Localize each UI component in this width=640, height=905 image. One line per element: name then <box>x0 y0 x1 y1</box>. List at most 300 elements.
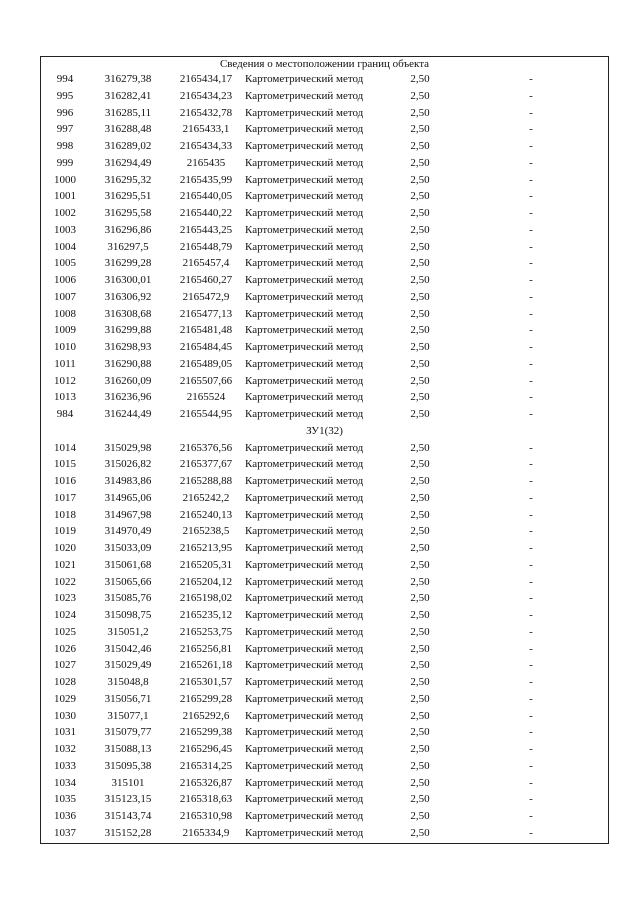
accuracy-cell: 2,50 <box>410 659 430 672</box>
method-cell: Картометрический метод <box>245 575 364 588</box>
table-row <box>41 356 608 373</box>
coord-x-cell: 316290,88 <box>104 357 152 370</box>
description-cell: - <box>529 826 533 839</box>
description-cell: - <box>529 290 533 303</box>
method-cell: Картометрический метод <box>245 156 364 169</box>
accuracy-cell: 2,50 <box>410 609 430 621</box>
coord-x-cell: 315095,38 <box>104 759 152 772</box>
accuracy-cell: 2,50 <box>410 357 430 370</box>
point-number-cell: 1001 <box>54 190 76 203</box>
accuracy-cell: 2,50 <box>410 374 430 387</box>
accuracy-cell: 2,50 <box>410 709 430 722</box>
coord-y-cell: 2165524 <box>186 391 226 404</box>
coord-y-cell: 2165292,6 <box>182 709 230 722</box>
point-number-cell: 1021 <box>54 558 76 571</box>
coord-y-cell: 2165314,25 <box>179 759 233 772</box>
method-cell: Картометрический метод <box>245 592 364 605</box>
accuracy-cell: 2,50 <box>410 491 430 504</box>
point-number-cell: 984 <box>56 408 74 420</box>
coord-x-cell: 315088,13 <box>104 743 152 755</box>
table-row <box>41 507 608 524</box>
description-cell: - <box>529 625 533 638</box>
description-cell: - <box>529 575 533 588</box>
table-row <box>41 155 608 172</box>
method-cell: Картометрический метод <box>245 475 364 487</box>
table-row <box>41 808 608 825</box>
table-row <box>41 624 608 641</box>
point-number-cell: 1006 <box>54 274 76 286</box>
accuracy-cell: 2,50 <box>410 257 430 270</box>
accuracy-cell: 2,50 <box>410 458 430 471</box>
method-cell: Картометрический метод <box>245 743 364 755</box>
description-cell: - <box>529 692 533 705</box>
coord-y-cell: 2165433,1 <box>182 123 230 136</box>
coord-x-cell: 315042,46 <box>104 642 152 655</box>
accuracy-cell: 2,50 <box>410 810 430 822</box>
method-cell: Картометрический метод <box>245 123 364 136</box>
table-row <box>41 105 608 122</box>
table-row <box>41 490 608 507</box>
table-body <box>41 71 608 842</box>
coord-y-cell: 2165301,57 <box>179 676 233 688</box>
point-number-cell: 1013 <box>54 391 76 404</box>
point-number-cell: 1033 <box>54 759 76 772</box>
coord-y-cell: 2165296,45 <box>179 743 233 755</box>
coord-y-cell: 2165377,67 <box>179 458 233 471</box>
description-cell: - <box>529 89 533 102</box>
method-cell: Картометрический метод <box>245 106 364 119</box>
table-row <box>41 791 608 808</box>
method-cell: Картометрический метод <box>245 776 364 789</box>
coord-y-cell: 2165435 <box>186 156 226 169</box>
method-cell: Картометрический метод <box>245 642 364 655</box>
coord-y-cell: 2165481,48 <box>179 324 233 337</box>
method-cell: Картометрический метод <box>245 759 364 772</box>
point-number-cell: 1020 <box>54 542 76 554</box>
table-row <box>41 456 608 473</box>
coord-y-cell: 2165299,38 <box>179 726 233 739</box>
coord-x-cell: 314965,06 <box>104 491 152 504</box>
point-number-cell: 1023 <box>54 592 76 605</box>
coord-x-cell: 315143,74 <box>104 810 152 822</box>
method-cell: Картометрический метод <box>245 793 364 806</box>
coord-x-cell: 316296,86 <box>104 223 152 236</box>
coord-y-cell: 2165299,28 <box>179 692 233 705</box>
coord-y-cell: 2165318,63 <box>179 793 233 806</box>
table-row <box>41 691 608 708</box>
description-cell: - <box>529 659 533 672</box>
coord-x-cell: 314970,49 <box>104 525 152 538</box>
description-cell: - <box>529 776 533 789</box>
point-number-cell: 1011 <box>54 357 76 370</box>
accuracy-cell: 2,50 <box>410 106 430 119</box>
coord-x-cell: 315079,77 <box>104 726 152 739</box>
point-number-cell: 1036 <box>54 810 76 822</box>
coord-x-cell: 315065,66 <box>104 575 152 588</box>
coord-x-cell: 316295,51 <box>104 190 152 203</box>
accuracy-cell: 2,50 <box>410 441 430 454</box>
accuracy-cell: 2,50 <box>410 190 430 203</box>
description-cell: - <box>529 743 533 755</box>
table-row <box>41 373 608 390</box>
table-row <box>41 172 608 189</box>
point-number-cell: 1017 <box>54 491 76 504</box>
coord-x-cell: 315048,8 <box>107 676 149 688</box>
table-row <box>41 272 608 289</box>
table-row <box>41 188 608 205</box>
method-cell: Картометрический метод <box>245 542 364 554</box>
description-cell: - <box>529 609 533 621</box>
method-cell: Картометрический метод <box>245 558 364 571</box>
coord-x-cell: 315098,75 <box>104 609 152 621</box>
coord-x-cell: 315085,76 <box>104 592 152 605</box>
table-row <box>41 255 608 272</box>
coord-x-cell: 315061,68 <box>104 558 152 571</box>
table-row <box>41 708 608 725</box>
description-cell: - <box>529 173 533 186</box>
accuracy-cell: 2,50 <box>410 156 430 169</box>
point-number-cell: 1018 <box>54 508 76 521</box>
method-cell: Картометрический метод <box>245 173 364 186</box>
point-number-cell: 998 <box>56 140 74 152</box>
description-cell: - <box>529 810 533 822</box>
method-cell: Картометрический метод <box>245 357 364 370</box>
table-row <box>41 440 608 457</box>
description-cell: - <box>529 223 533 236</box>
method-cell: Картометрический метод <box>245 692 364 705</box>
point-number-cell: 1016 <box>54 475 76 487</box>
table-row <box>41 239 608 256</box>
point-number-cell: 1027 <box>54 659 76 672</box>
coord-y-cell: 2165376,56 <box>179 441 233 454</box>
description-cell: - <box>529 357 533 370</box>
table-row <box>41 724 608 741</box>
point-number-cell: 1028 <box>54 676 76 688</box>
table-row <box>41 590 608 607</box>
method-cell: Картометрический метод <box>245 458 364 471</box>
point-number-cell: 1012 <box>54 374 76 387</box>
point-number-cell: 1037 <box>54 826 76 839</box>
method-cell: Картометрический метод <box>245 89 364 102</box>
point-number-cell: 1030 <box>54 709 76 722</box>
table-row <box>41 71 608 88</box>
point-number-cell: 994 <box>56 73 74 85</box>
point-number-cell: 1019 <box>54 525 76 538</box>
method-cell: Картометрический метод <box>245 290 364 303</box>
coord-y-cell: 2165261,18 <box>179 659 233 672</box>
method-cell: Картометрический метод <box>245 374 364 387</box>
table-row <box>41 389 608 406</box>
description-cell: - <box>529 441 533 454</box>
description-cell: - <box>529 508 533 521</box>
description-cell: - <box>529 475 533 487</box>
coord-x-cell: 316288,48 <box>104 123 152 136</box>
point-number-cell: 996 <box>56 106 74 119</box>
description-cell: - <box>529 592 533 605</box>
method-cell: Картометрический метод <box>245 491 364 504</box>
point-number-cell: 1026 <box>54 642 76 655</box>
description-cell: - <box>529 709 533 722</box>
point-number-cell: 1000 <box>54 173 76 186</box>
page-title: Сведения о местоположении границ объекта <box>219 58 430 70</box>
coord-x-cell: 315029,98 <box>104 441 152 454</box>
method-cell: Картометрический метод <box>245 307 364 320</box>
coord-y-cell: 2165507,66 <box>179 374 233 387</box>
coord-x-cell: 315101 <box>111 776 145 789</box>
coord-y-cell: 2165544,95 <box>179 408 233 420</box>
point-number-cell: 1009 <box>54 324 76 337</box>
coord-y-cell: 2165242,2 <box>182 491 230 504</box>
description-cell: - <box>529 257 533 270</box>
coord-y-cell: 2165434,33 <box>179 140 233 152</box>
coord-y-cell: 2165434,23 <box>179 89 233 102</box>
method-cell: Картометрический метод <box>245 826 364 839</box>
point-number-cell: 1025 <box>54 625 76 638</box>
accuracy-cell: 2,50 <box>410 207 430 219</box>
point-number-cell: 1002 <box>54 207 76 219</box>
coord-x-cell: 315056,71 <box>104 692 152 705</box>
method-cell: Картометрический метод <box>245 223 364 236</box>
table-row <box>41 641 608 658</box>
description-cell: - <box>529 324 533 337</box>
coord-y-cell: 2165448,79 <box>179 240 233 253</box>
coord-x-cell: 315033,09 <box>104 542 152 554</box>
coord-y-cell: 2165334,9 <box>182 826 230 839</box>
coord-x-cell: 314983,86 <box>104 475 152 487</box>
coord-x-cell: 316260,09 <box>104 374 152 387</box>
table-row <box>41 557 608 574</box>
coord-x-cell: 316298,93 <box>104 341 152 353</box>
coord-x-cell: 316289,02 <box>104 140 152 152</box>
description-cell: - <box>529 793 533 806</box>
accuracy-cell: 2,50 <box>410 625 430 638</box>
coord-x-cell: 316282,41 <box>104 89 152 102</box>
description-cell: - <box>529 240 533 253</box>
table-row <box>41 758 608 775</box>
coord-y-cell: 2165434,17 <box>179 73 233 85</box>
description-cell: - <box>529 73 533 85</box>
description-cell: - <box>529 408 533 420</box>
coord-y-cell: 2165460,27 <box>179 274 233 286</box>
method-cell: Картометрический метод <box>245 391 364 404</box>
table-row <box>41 339 608 356</box>
description-cell: - <box>529 491 533 504</box>
description-cell: - <box>529 123 533 136</box>
table-row <box>41 674 608 691</box>
table-row <box>41 540 608 557</box>
table-row <box>41 775 608 792</box>
accuracy-cell: 2,50 <box>410 475 430 487</box>
point-number-cell: 1015 <box>54 458 76 471</box>
accuracy-cell: 2,50 <box>410 558 430 571</box>
method-cell: Картометрический метод <box>245 441 364 454</box>
point-number-cell: 1003 <box>54 223 76 236</box>
point-number-cell: 1032 <box>54 743 76 755</box>
table-row <box>41 222 608 239</box>
accuracy-cell: 2,50 <box>410 290 430 303</box>
accuracy-cell: 2,50 <box>410 542 430 554</box>
coord-y-cell: 2165213,95 <box>179 542 233 554</box>
point-number-cell: 1022 <box>54 575 76 588</box>
description-cell: - <box>529 106 533 119</box>
accuracy-cell: 2,50 <box>410 592 430 605</box>
method-cell: Картометрический метод <box>245 625 364 638</box>
method-cell: Картометрический метод <box>245 676 364 688</box>
accuracy-cell: 2,50 <box>410 391 430 404</box>
table-row <box>41 138 608 155</box>
accuracy-cell: 2,50 <box>410 525 430 538</box>
table-row <box>41 205 608 222</box>
table-row <box>41 741 608 758</box>
accuracy-cell: 2,50 <box>410 173 430 186</box>
method-cell: Картометрический метод <box>245 659 364 672</box>
description-cell: - <box>529 156 533 169</box>
accuracy-cell: 2,50 <box>410 726 430 739</box>
accuracy-cell: 2,50 <box>410 408 430 420</box>
method-cell: Картометрический метод <box>245 709 364 722</box>
coord-y-cell: 2165326,87 <box>179 776 233 789</box>
description-cell: - <box>529 726 533 739</box>
coord-y-cell: 2165432,78 <box>179 106 233 119</box>
accuracy-cell: 2,50 <box>410 676 430 688</box>
coord-y-cell: 2165489,05 <box>179 357 233 370</box>
description-cell: - <box>529 140 533 152</box>
point-number-cell: 1029 <box>54 692 76 705</box>
coord-x-cell: 315152,28 <box>104 826 152 839</box>
description-cell: - <box>529 207 533 219</box>
accuracy-cell: 2,50 <box>410 642 430 655</box>
coord-x-cell: 315029,49 <box>104 659 152 672</box>
point-number-cell: 997 <box>56 123 74 136</box>
accuracy-cell: 2,50 <box>410 307 430 320</box>
coord-y-cell: 2165477,13 <box>179 307 233 320</box>
coord-y-cell: 2165256,81 <box>179 642 233 655</box>
table-row <box>41 607 608 624</box>
accuracy-cell: 2,50 <box>410 240 430 253</box>
method-cell: Картометрический метод <box>245 207 364 219</box>
coord-x-cell: 316236,96 <box>104 391 152 404</box>
coord-y-cell: 2165253,75 <box>179 625 233 638</box>
coord-x-cell: 316295,58 <box>104 207 152 219</box>
coord-x-cell: 316279,38 <box>104 73 152 85</box>
accuracy-cell: 2,50 <box>410 759 430 772</box>
description-cell: - <box>529 642 533 655</box>
accuracy-cell: 2,50 <box>410 575 430 588</box>
description-cell: - <box>529 759 533 772</box>
section-header-row <box>41 423 608 440</box>
accuracy-cell: 2,50 <box>410 341 430 353</box>
coord-y-cell: 2165204,12 <box>179 575 233 588</box>
method-cell: Картометрический метод <box>245 140 364 152</box>
table-row <box>41 523 608 540</box>
coord-y-cell: 2165440,22 <box>179 207 233 219</box>
table-row <box>41 473 608 490</box>
point-number-cell: 1004 <box>54 240 76 253</box>
table-row <box>41 657 608 674</box>
method-cell: Картометрический метод <box>245 257 364 270</box>
accuracy-cell: 2,50 <box>410 692 430 705</box>
method-cell: Картометрический метод <box>245 274 364 286</box>
method-cell: Картометрический метод <box>245 810 364 822</box>
description-cell: - <box>529 374 533 387</box>
coord-y-cell: 2165310,98 <box>179 810 233 822</box>
description-cell: - <box>529 542 533 554</box>
table-row <box>41 825 608 842</box>
table-row <box>41 322 608 339</box>
coord-x-cell: 316295,32 <box>104 173 152 186</box>
method-cell: Картометрический метод <box>245 190 364 203</box>
description-cell: - <box>529 676 533 688</box>
description-cell: - <box>529 341 533 353</box>
accuracy-cell: 2,50 <box>410 826 430 839</box>
coord-y-cell: 2165443,25 <box>179 223 233 236</box>
coord-x-cell: 316299,88 <box>104 324 152 337</box>
coord-x-cell: 315123,15 <box>104 793 152 806</box>
coord-x-cell: 316308,68 <box>104 307 152 320</box>
accuracy-cell: 2,50 <box>410 73 430 85</box>
description-cell: - <box>529 458 533 471</box>
method-cell: Картометрический метод <box>245 240 364 253</box>
coord-y-cell: 2165288,88 <box>179 475 233 487</box>
table-row <box>41 88 608 105</box>
table-row <box>41 406 608 423</box>
description-cell: - <box>529 274 533 286</box>
coord-x-cell: 316306,92 <box>104 290 152 303</box>
method-cell: Картометрический метод <box>245 609 364 621</box>
coord-x-cell: 316297,5 <box>107 240 149 253</box>
coord-y-cell: 2165440,05 <box>179 190 233 203</box>
coordinates-table-frame <box>40 56 609 844</box>
accuracy-cell: 2,50 <box>410 89 430 102</box>
method-cell: Картометрический метод <box>245 73 364 85</box>
point-number-cell: 1014 <box>54 441 76 454</box>
point-number-cell: 995 <box>56 89 74 102</box>
coord-x-cell: 316285,11 <box>104 106 152 119</box>
method-cell: Картометрический метод <box>245 324 364 337</box>
coord-y-cell: 2165240,13 <box>179 508 233 521</box>
section-label: ЗУ1(32) <box>306 424 343 437</box>
table-row <box>41 121 608 138</box>
coord-x-cell: 316299,28 <box>104 257 152 270</box>
description-cell: - <box>529 525 533 538</box>
accuracy-cell: 2,50 <box>410 743 430 755</box>
coord-y-cell: 2165435,99 <box>179 173 233 186</box>
point-number-cell: 1035 <box>54 793 76 806</box>
description-cell: - <box>529 558 533 571</box>
point-number-cell: 1005 <box>54 257 76 270</box>
accuracy-cell: 2,50 <box>410 223 430 236</box>
method-cell: Картометрический метод <box>245 726 364 739</box>
coord-y-cell: 2165472,9 <box>182 290 230 303</box>
coord-y-cell: 2165205,31 <box>179 558 233 571</box>
point-number-cell: 1010 <box>54 341 76 353</box>
accuracy-cell: 2,50 <box>410 324 430 337</box>
accuracy-cell: 2,50 <box>410 776 430 789</box>
coord-x-cell: 316294,49 <box>104 156 152 169</box>
coord-y-cell: 2165238,5 <box>182 525 230 538</box>
description-cell: - <box>529 391 533 404</box>
table-row <box>41 574 608 591</box>
point-number-cell: 999 <box>56 156 74 169</box>
accuracy-cell: 2,50 <box>410 793 430 806</box>
coord-x-cell: 315026,82 <box>104 458 152 471</box>
point-number-cell: 1007 <box>54 290 76 303</box>
method-cell: Картометрический метод <box>245 341 364 353</box>
accuracy-cell: 2,50 <box>410 508 430 521</box>
accuracy-cell: 2,50 <box>410 274 430 286</box>
coord-x-cell: 316244,49 <box>104 408 152 420</box>
point-number-cell: 1008 <box>54 307 76 320</box>
